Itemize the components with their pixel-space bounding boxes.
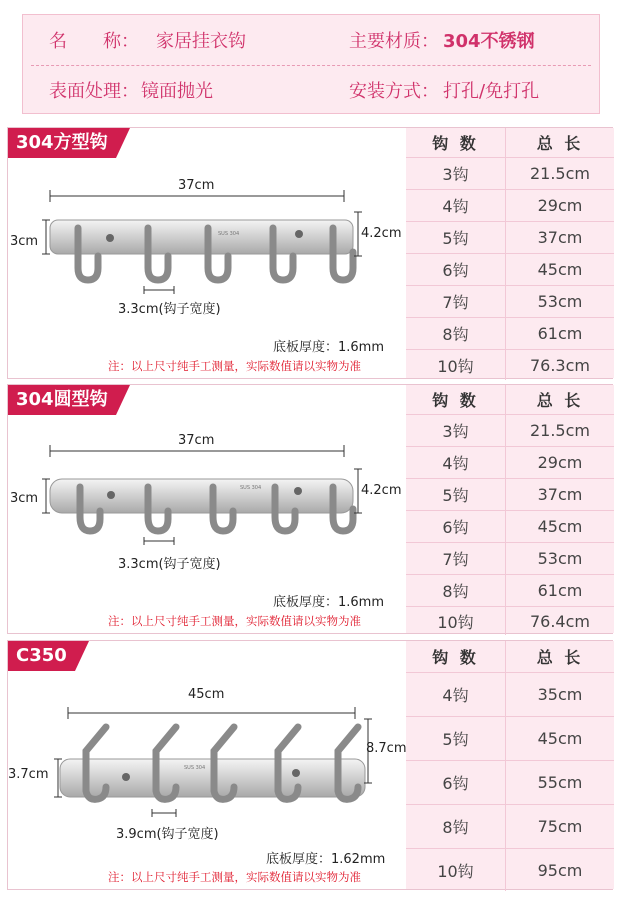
install-value: 打孔/免打孔 [443,81,540,102]
length-cell: 45cm [537,729,583,748]
length-cell: 53cm [537,292,583,311]
plate-mark: SUS 304 [240,485,262,491]
table-row [406,717,614,761]
col-length-header: 总 长 [536,391,584,410]
length-cell: 21.5cm [529,421,590,440]
table-row [406,190,614,222]
hooks-cell: 8钩 [406,575,506,606]
hooks-cell: 5钩 [406,717,506,760]
length-cell: 21.5cm [529,164,590,183]
col-hooks-header: 钩 数 [406,128,506,157]
table-row [406,761,614,805]
length-cell: 61cm [537,581,583,600]
length-cell: 95cm [537,860,583,880]
section-title: 304方型钩 [8,128,116,158]
height-dim: 3cm [10,234,39,249]
size-table [406,641,614,889]
length-dim: 45cm [188,687,225,702]
length-cell: 35cm [537,685,583,704]
length-cell: 37cm [537,228,583,247]
hook-width-dim: 3.9cm(钩子宽度) [116,827,219,842]
table-header [406,641,614,673]
section-title: C350 [8,641,75,671]
length-cell: 45cm [537,517,583,536]
hook-width-dim: 3.3cm(钩子宽度) [118,557,221,572]
section-title: 304圆型钩 [8,385,116,415]
table-row [406,511,614,543]
table-header [406,128,614,158]
table-row [406,849,614,891]
hooks-cell: 10钩 [406,607,506,635]
back-plate [50,220,353,254]
disclaimer-note: 注：以上尺寸纯手工测量，实际数值请以实物为准 [108,870,361,884]
table-row [406,350,614,380]
length-cell: 37cm [537,485,583,504]
disclaimer-note: 注：以上尺寸纯手工测量，实际数值请以实物为准 [108,614,361,628]
col-hooks-header: 钩 数 [406,641,506,672]
install-label: 安装方式： [349,81,439,102]
name-value: 家居挂衣钩 [156,31,246,52]
material-value: 304不锈钢 [443,31,535,52]
table-row [406,805,614,849]
size-table [406,385,614,633]
section-c350 [7,640,613,890]
length-cell: 76.4cm [529,611,590,631]
col-hooks-header: 钩 数 [406,385,506,414]
table-row [406,286,614,318]
hooks-cell: 7钩 [406,286,506,317]
length-cell: 55cm [537,773,583,792]
length-dim: 37cm [178,433,215,448]
hooks-cell: 10钩 [406,350,506,380]
table-row [406,673,614,717]
table-row [406,447,614,479]
material-label: 主要材质： [349,31,439,52]
table-row [406,158,614,190]
hooks-cell: 3钩 [406,415,506,446]
hooks-cell: 5钩 [406,479,506,510]
thickness-text: 底板厚度：1.62mm [266,852,386,867]
hooks-cell: 4钩 [406,190,506,221]
table-row [406,607,614,635]
height-dim: 3.7cm [8,767,49,782]
total-height-dim: 4.2cm [361,483,402,498]
header-row-1 [23,15,599,65]
length-cell: 45cm [537,260,583,279]
table-header [406,385,614,415]
finish-value: 镜面抛光 [141,81,213,102]
col-length-header: 总 长 [536,134,584,153]
thickness-text: 底板厚度：1.6mm [273,340,385,355]
length-cell: 53cm [537,549,583,568]
hook-width-dim: 3.3cm(钩子宽度) [118,302,221,317]
hooks-cell: 3钩 [406,158,506,189]
table-row [406,318,614,350]
table-row [406,222,614,254]
size-table [406,128,614,378]
header-row-2 [23,65,599,115]
total-height-dim: 8.7cm [366,741,407,756]
hooks-cell: 6钩 [406,254,506,285]
name-label: 名 称： [49,31,139,52]
table-row [406,479,614,511]
length-cell: 29cm [537,196,583,215]
plate-mark: SUS 304 [184,765,206,771]
table-row [406,415,614,447]
length-dim: 37cm [178,178,215,193]
table-row [406,254,614,286]
hooks-cell: 6钩 [406,761,506,804]
col-length-header: 总 长 [536,648,584,667]
spec-header [22,14,600,114]
hooks-cell: 7钩 [406,543,506,574]
hooks-cell: 4钩 [406,447,506,478]
hooks-cell: 8钩 [406,318,506,349]
section-round-hook [7,384,613,634]
length-cell: 75cm [537,817,583,836]
finish-label: 表面处理： [49,81,139,102]
hooks-cell: 6钩 [406,511,506,542]
back-plate [50,479,353,513]
plate-mark: SUS 304 [218,231,240,237]
length-cell: 61cm [537,324,583,343]
disclaimer-note: 注：以上尺寸纯手工测量，实际数值请以实物为准 [108,359,361,373]
table-row [406,575,614,607]
thickness-text: 底板厚度：1.6mm [273,595,385,610]
height-dim: 3cm [10,491,39,506]
hooks-cell: 5钩 [406,222,506,253]
hooks-cell: 4钩 [406,673,506,716]
hooks-cell: 10钩 [406,849,506,891]
section-square-hook [7,127,613,379]
length-cell: 76.3cm [529,355,590,375]
hooks-cell: 8钩 [406,805,506,848]
table-row [406,543,614,575]
length-cell: 29cm [537,453,583,472]
total-height-dim: 4.2cm [361,226,402,241]
